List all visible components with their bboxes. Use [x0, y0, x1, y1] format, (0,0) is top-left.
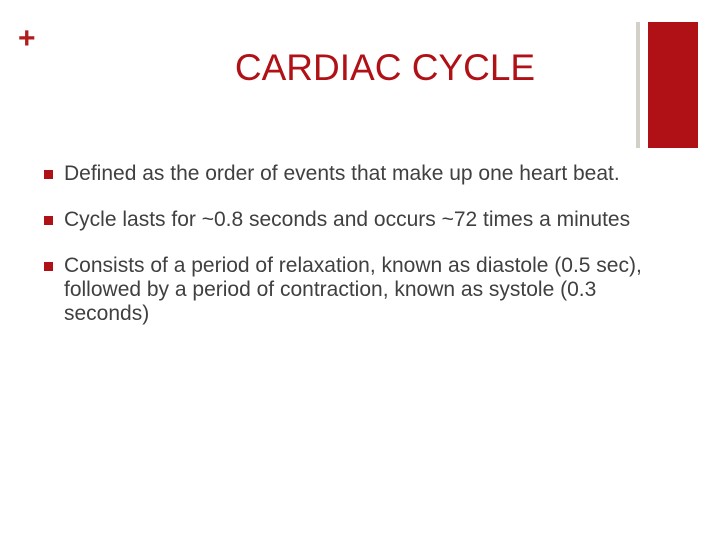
bullet-item [44, 208, 644, 232]
square-bullet-icon [44, 216, 53, 225]
decorative-divider-line [636, 22, 640, 148]
bullet-item [44, 254, 644, 326]
decorative-red-block [648, 22, 698, 148]
bullet-text: Defined as the order of events that make up one heart beat. [64, 162, 620, 185]
square-bullet-icon [44, 170, 53, 179]
bullet-list [44, 162, 644, 348]
bullet-item [44, 162, 644, 186]
square-bullet-icon [44, 262, 53, 271]
plus-mark: + [18, 22, 36, 55]
slide-title: CARDIAC CYCLE [234, 47, 536, 88]
bullet-text: Cycle lasts for ~0.8 seconds and occurs ~72 times a minutes [64, 208, 631, 231]
bullet-text: Consists of a period of relaxation, known as diastole (0.5 sec), followed by a period of contraction, known as systole (0.3 seconds) [64, 254, 642, 325]
